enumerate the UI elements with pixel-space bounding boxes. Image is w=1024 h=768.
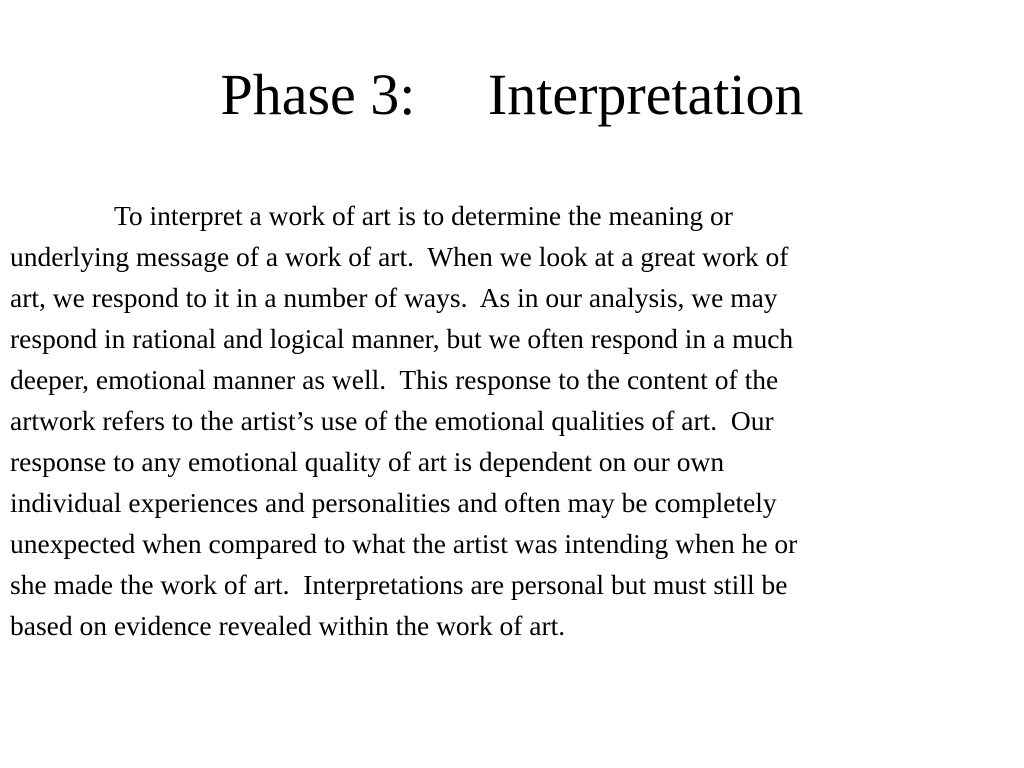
body-line: based on evidence revealed within the work of art. (10, 610, 566, 641)
body-line: she made the work of art. Interpretations are personal but must still be (10, 569, 788, 600)
slide-title: Phase 3: Interpretation (220, 62, 804, 127)
slide-body-paragraph (10, 195, 1000, 646)
body-line: respond in rational and logical manner, but we often respond in a much (10, 323, 794, 354)
body-line: To interpret a work of art is to determine the meaning or (114, 200, 733, 231)
body-line: response to any emotional quality of art is dependent on our own (10, 446, 725, 477)
body-line: deeper, emotional manner as well. This response to the content of the (10, 364, 779, 395)
body-line: underlying message of a work of art. When we look at a great work of (10, 241, 789, 272)
body-line: art, we respond to it in a number of ways. As in our analysis, we may (10, 282, 778, 313)
body-line: unexpected when compared to what the artist was intending when he or (10, 528, 798, 559)
body-line: individual experiences and personalities and often may be completely (10, 487, 777, 518)
body-line: artwork refers to the artist’s use of the emotional qualities of art. Our (10, 405, 774, 436)
